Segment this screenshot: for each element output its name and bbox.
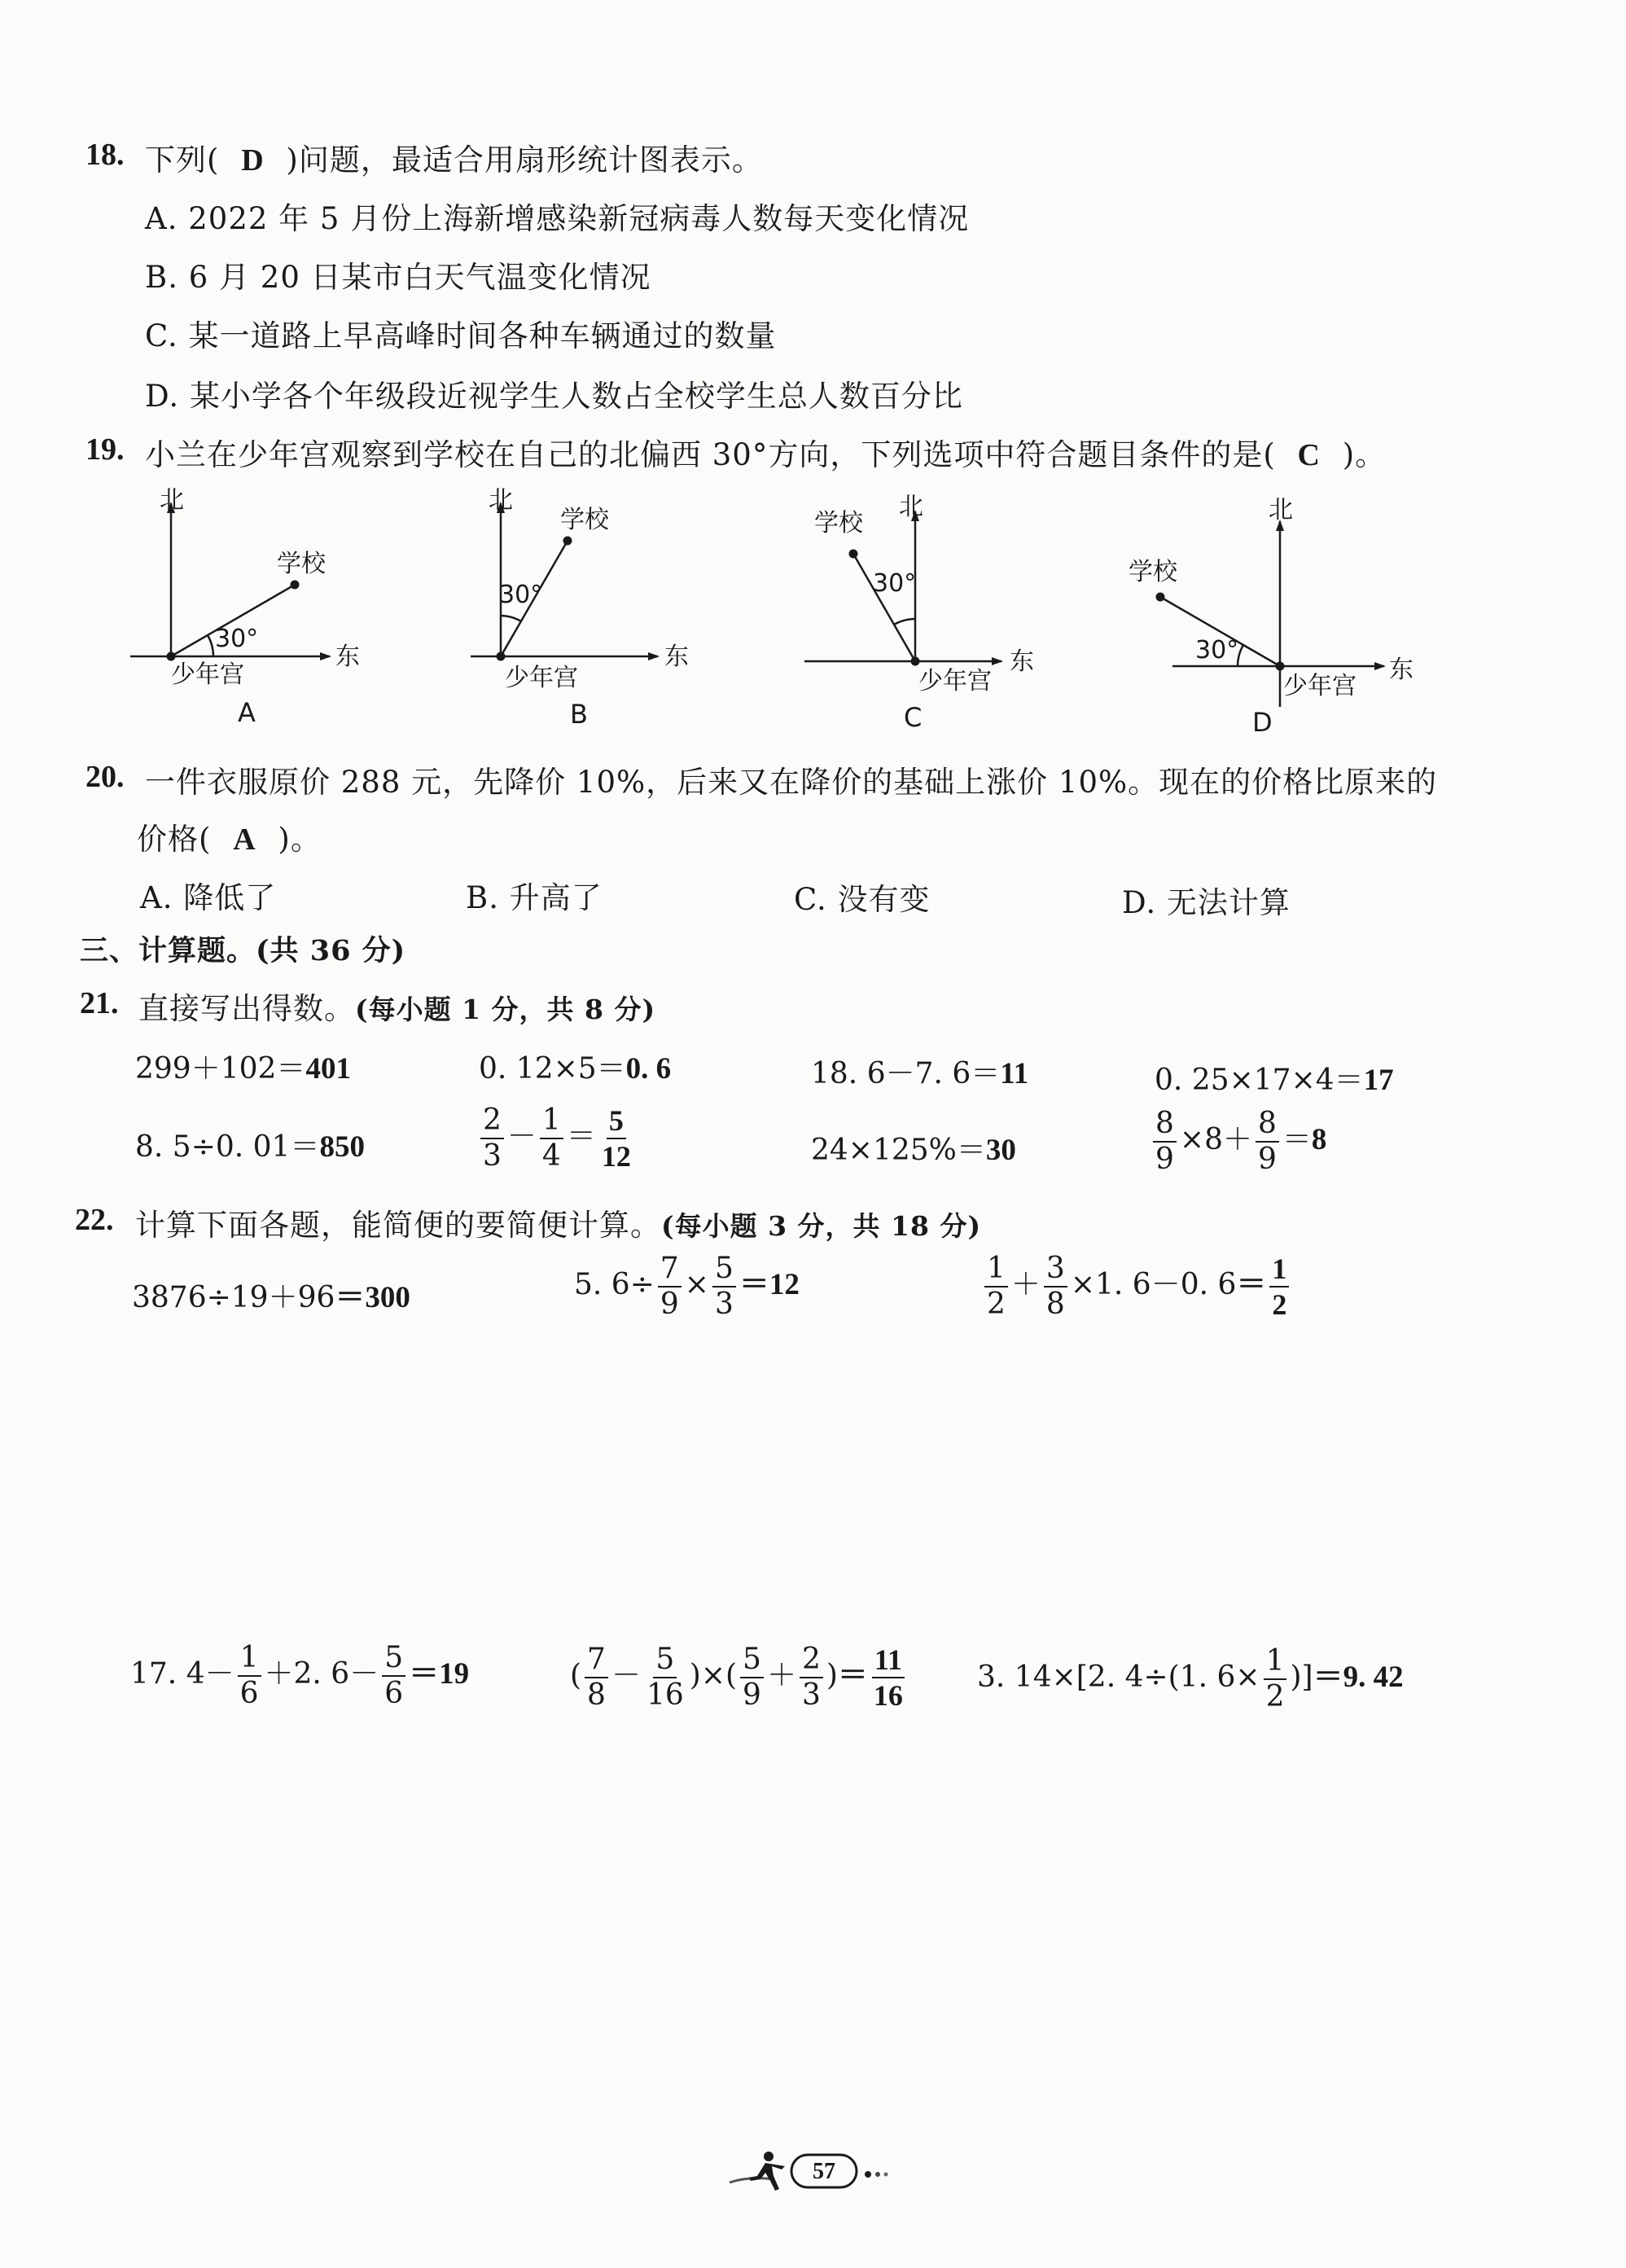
q21-item-6-answer-den: 12 (601, 1140, 631, 1173)
q22-item-5-open: ( (570, 1659, 582, 1692)
q21-item-4-expr: 0. 25×17×4＝ (1155, 1064, 1364, 1097)
footer-dot-2 (875, 2172, 880, 2177)
q20-option-d: D. 无法计算 (1122, 885, 1291, 920)
q21-item-3 (811, 1051, 1028, 1092)
q20-stem-line2-pre: 价格( (137, 822, 212, 857)
q22-item-5-answer-den: 16 (873, 1679, 903, 1712)
q21-item-6-num1: 2 (480, 1106, 504, 1139)
diagram-b-angle-arc (501, 616, 521, 621)
q18-option-c: C. 某一道路上早高峰时间各种车辆通过的数量 (145, 318, 777, 353)
q22-item-3-answer-den: 2 (1272, 1288, 1287, 1321)
diagram-c-north-label: 北 (899, 493, 923, 521)
q19-stem-pre: 小兰在少年宫观察到学校在自己的北偏西 30°方向，下列选项中符合题目条件的是( (145, 437, 1276, 472)
q22-item-1-eq: ＝ (335, 1281, 366, 1314)
q22-item-2-den1: 9 (660, 1288, 679, 1321)
diagram-a-option-label: A (238, 697, 256, 728)
q18-option-a: A. 2022 年 5 月份上海新增感染新冠病毒人数每天变化情况 (145, 201, 970, 236)
diagram-d-school-label: 学校 (1129, 558, 1177, 586)
q22-item-5-close: ) (826, 1659, 838, 1692)
q20-option-b: B. 升高了 (466, 880, 603, 915)
q21-item-6-den1: 3 (483, 1139, 502, 1173)
q22-item-4 (130, 1643, 469, 1709)
footer-dot-3 (884, 2173, 888, 2177)
q19-answer: C (1297, 438, 1321, 472)
q21-item-8-eq: ＝ (1282, 1123, 1312, 1156)
q22-item-5-den2: 16 (646, 1678, 684, 1712)
footer-page-badge (725, 2143, 920, 2200)
q21-item-8 (1150, 1109, 1326, 1174)
q22-item-2-answer: 12 (769, 1268, 800, 1301)
diagram-a-east-label: 东 (335, 643, 360, 671)
q22-item-2 (574, 1254, 800, 1319)
q22-item-5-mid: )×( (689, 1659, 738, 1692)
q22-item-3-answer-num: 1 (1269, 1254, 1289, 1288)
runner-figure-icon (749, 2152, 785, 2191)
q22-item-2-num1: 7 (658, 1254, 682, 1288)
q21-stem: 直接写出得数。 (138, 991, 355, 1026)
q21-item-6 (477, 1103, 637, 1173)
diagram-c-palace-label: 少年宫 (918, 667, 992, 695)
q18-number: 18. (85, 138, 125, 172)
q22-item-3-num2: 3 (1044, 1254, 1067, 1288)
q22-item-6-post: )] (1290, 1660, 1313, 1694)
q21-item-3-expr: 18. 6－7. 6＝ (811, 1057, 1001, 1090)
q22-item-4-eq: ＝ (409, 1657, 440, 1691)
q19-number: 19. (85, 432, 125, 467)
q22-stem: 计算下面各题，能简便的要简便计算。 (135, 1208, 661, 1243)
q22-item-6-eq: ＝ (1313, 1660, 1343, 1694)
diagram-a-angle-arc (208, 635, 213, 656)
q21-item-6-eq: ＝ (566, 1120, 596, 1153)
q22-item-3-num1: 1 (984, 1254, 1008, 1288)
q22-item-2-den2: 3 (714, 1288, 734, 1321)
diagram-b-angle-label: 30° (499, 581, 543, 609)
q21-item-4-answer: 17 (1363, 1064, 1394, 1097)
q21-item-7-answer: 30 (985, 1134, 1016, 1167)
diagram-d-north-label: 北 (1269, 496, 1293, 524)
q22-item-2-eq: ＝ (738, 1268, 769, 1301)
q22-item-5-num4: 2 (800, 1645, 823, 1678)
q22-number: 22. (75, 1203, 114, 1237)
q22-score: (每小题 3 分，共 18 分) (661, 1210, 982, 1242)
q22-item-5-answer-num: 11 (872, 1645, 905, 1678)
q22-item-5-num2: 5 (653, 1645, 677, 1678)
q21-item-5-answer: 850 (319, 1130, 365, 1164)
q22-item-5-plus: ＋ (766, 1659, 796, 1692)
q21-item-8-answer: 8 (1311, 1123, 1327, 1156)
diagram-c-angle-arc (894, 619, 915, 625)
q21-item-8-den1: 9 (1155, 1143, 1174, 1176)
q21-item-8-mid: ×8＋ (1179, 1123, 1252, 1156)
diagram-a-school-dot (291, 581, 300, 590)
q22-item-4-den1: 6 (239, 1677, 259, 1710)
q21-item-8-num1: 8 (1153, 1109, 1177, 1143)
q21-stem-line (138, 984, 655, 1028)
q19-direction-diagrams (0, 0, 1626, 749)
q22-item-6-den: 2 (1265, 1680, 1285, 1713)
q21-item-1 (135, 1046, 351, 1087)
q18-answer: D (241, 143, 265, 178)
diagram-b-school-dot (563, 537, 572, 546)
diagram-c-east-label: 东 (1010, 647, 1034, 676)
q22-item-5-num3: 5 (740, 1645, 764, 1678)
q22-item-6-pre: 3. 14×[2. 4÷(1. 6× (977, 1660, 1260, 1694)
q22-item-4-num2: 5 (382, 1643, 405, 1677)
q22-item-3-den2: 8 (1045, 1288, 1065, 1321)
q18-option-d: D. 某小学各个年级段近视学生人数占全校学生总人数百分比 (145, 379, 963, 414)
q22-item-2-pre: 5. 6÷ (574, 1268, 655, 1301)
diagram-b-palace-label: 少年宫 (505, 664, 578, 692)
q21-item-8-num2: 8 (1256, 1109, 1279, 1143)
diagram-b-north-label: 北 (489, 486, 513, 515)
q22-stem-line (135, 1200, 981, 1244)
q21-item-6-op: － (506, 1120, 537, 1153)
q22-item-3-den1: 2 (987, 1288, 1006, 1321)
q21-item-7-expr: 24×125%＝ (811, 1134, 986, 1167)
q20-option-a: A. 降低了 (140, 880, 277, 915)
q22-item-5-den3: 9 (743, 1678, 761, 1712)
q22-item-6-num: 1 (1264, 1647, 1287, 1680)
q21-item-1-answer: 401 (305, 1052, 351, 1086)
q22-item-4-num1: 1 (238, 1643, 261, 1677)
q21-item-2-expr: 0. 12×5＝ (479, 1052, 626, 1086)
q22-item-5-den1: 8 (587, 1678, 606, 1712)
q20-stem-line2 (137, 814, 322, 858)
diagram-d-school-dot (1156, 593, 1165, 602)
q22-item-2-num2: 5 (712, 1254, 736, 1288)
q22-item-6-answer: 9. 42 (1343, 1660, 1404, 1694)
q22-item-4-den2: 6 (384, 1677, 404, 1710)
diagram-c-school-dot (849, 550, 858, 559)
q22-item-5-den4: 3 (801, 1678, 821, 1712)
diagram-c-school-label: 学校 (814, 509, 863, 537)
q22-item-4-mid: ＋2. 6－ (264, 1657, 379, 1691)
q22-item-3 (981, 1254, 1292, 1319)
q21-item-3-answer: 11 (1000, 1057, 1029, 1090)
diagram-b-option-label: B (570, 699, 588, 730)
section3-title: 三、计算题。(共 36 分) (80, 934, 406, 967)
q21-item-2 (479, 1046, 671, 1087)
q18-stem-pre: 下列( (145, 143, 220, 178)
q21-item-1-expr: 299＋102＝ (135, 1052, 306, 1086)
q21-item-6-num2: 1 (540, 1106, 563, 1139)
q22-item-1-expr: 3876÷19＋96 (132, 1281, 335, 1314)
q20-number: 20. (85, 760, 125, 794)
q20-stem-line2-post: )。 (278, 822, 322, 857)
q18-stem-post: )问题，最适合用扇形统计图表示。 (286, 143, 763, 178)
diagram-a-origin-dot (167, 652, 176, 661)
diagram-a-north-label: 北 (160, 486, 184, 515)
diagram-d-east-label: 东 (1389, 656, 1413, 684)
q22-item-5-eq: ＝ (837, 1659, 868, 1692)
q20-option-c: C. 没有变 (794, 882, 931, 917)
footer-dot-1 (865, 2171, 871, 2178)
q21-item-6-answer-num: 5 (607, 1106, 626, 1139)
q22-item-4-answer: 19 (439, 1657, 470, 1691)
q22-item-3-eq: ＝ (1236, 1268, 1267, 1301)
q22-item-3-post: ×1. 6－0. 6 (1070, 1268, 1237, 1301)
q21-item-5 (135, 1124, 365, 1165)
q22-item-5 (570, 1645, 909, 1710)
diagram-c-origin-dot (911, 657, 920, 666)
q22-item-2-op: × (684, 1268, 709, 1301)
diagram-d-origin-dot (1276, 662, 1285, 671)
diagram-d-option-label: D (1252, 707, 1273, 738)
q21-item-5-expr: 8. 5÷0. 01＝ (135, 1130, 320, 1164)
diagram-b-school-label: 学校 (560, 506, 609, 534)
diagram-a-palace-label: 少年宫 (171, 660, 244, 689)
q21-item-8-den2: 9 (1257, 1143, 1277, 1176)
q22-item-6 (977, 1644, 1404, 1713)
q20-stem-line1: 一件衣服原价 288 元，先降价 10%，后来又在降价的基础上涨价 10%。现在的价格比原来的 (145, 765, 1438, 800)
q21-score: (每小题 1 分，共 8 分) (355, 994, 656, 1025)
q21-number: 21. (80, 986, 119, 1020)
q22-item-1-answer: 300 (365, 1281, 410, 1314)
q21-item-7 (811, 1127, 1016, 1169)
q21-item-6-den2: 4 (541, 1139, 561, 1173)
q21-item-4 (1155, 1057, 1394, 1099)
q22-item-1 (132, 1272, 410, 1316)
diagram-a-school-label: 学校 (277, 550, 326, 578)
diagram-d-angle-label: 30° (1195, 636, 1239, 665)
diagram-d-palace-label: 少年宫 (1283, 672, 1356, 700)
q22-item-3-op: ＋ (1010, 1268, 1041, 1301)
q22-item-5-minus: － (611, 1659, 641, 1692)
diagram-a-angle-label: 30° (215, 625, 259, 653)
q22-item-5-num1: 7 (585, 1645, 608, 1678)
q19-stem-post: )。 (1342, 437, 1387, 472)
q22-item-4-pre: 17. 4－ (130, 1657, 234, 1691)
q20-answer: A (233, 823, 256, 857)
q21-item-2-answer: 0. 6 (625, 1052, 672, 1086)
q18-option-b: B. 6 月 20 日某市白天气温变化情况 (145, 260, 651, 295)
diagram-b-origin-dot (497, 652, 506, 661)
diagram-c-option-label: C (904, 702, 923, 733)
diagram-b-east-label: 东 (664, 643, 689, 671)
diagram-c-angle-label: 30° (873, 569, 917, 598)
page-number: 57 (813, 2159, 835, 2184)
